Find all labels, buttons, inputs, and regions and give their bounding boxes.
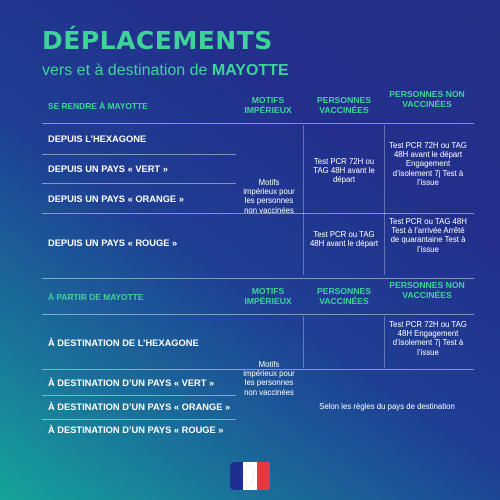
divider (42, 183, 236, 184)
section-heading-departure: À PARTIR DE MAYOTTE (48, 292, 144, 302)
column-header-vaccinees: PERSONNES VACCINÉES (317, 286, 371, 306)
divider (42, 154, 236, 155)
row-label-hexagone: DEPUIS L’HEXAGONE (48, 134, 147, 144)
column-divider (303, 125, 304, 275)
subtitle-prefix: vers et à destination de (42, 62, 208, 79)
non-vaccinees-requirement-top: Test PCR 72H ou TAG 48H avant le départ Engagement d’isolement 7j Test à l’issue (389, 141, 467, 187)
page-title: DÉPLACEMENTS (42, 26, 273, 55)
column-divider (384, 316, 385, 368)
row-label-dest-hexagone: À DESTINATION DE L’HEXAGONE (48, 338, 199, 348)
vaccinees-requirement-bottom: Test PCR ou TAG 48H avant le départ (309, 230, 379, 249)
column-header-motifs: MOTIFS IMPÉRIEUX (244, 95, 292, 115)
vaccinees-requirement-top: Test PCR 72H ou TAG 48H avant le départ (313, 157, 375, 185)
divider (42, 419, 236, 420)
column-header-non-vaccinees: PERSONNES NON VACCINÉES (389, 280, 465, 300)
page-subtitle (42, 62, 289, 80)
divider (42, 123, 474, 124)
motifs-text: Motifs impérieux pour les personnes non vaccinées (243, 360, 295, 397)
row-label-dest-rouge: À DESTINATION D’UN PAYS « ROUGE » (48, 425, 224, 435)
rules-text: Selon les règles du pays de destination (319, 402, 455, 411)
section-divider (42, 278, 474, 279)
row-label-dest-vert: À DESTINATION D’UN PAYS « VERT » (48, 378, 215, 388)
column-header-motifs: MOTIFS IMPÉRIEUX (244, 286, 292, 306)
column-divider (384, 125, 385, 275)
divider (42, 395, 236, 396)
column-divider (303, 316, 304, 368)
section-heading-arrival: SE RENDRE À MAYOTTE (48, 101, 148, 111)
column-header-vaccinees: PERSONNES VACCINÉES (317, 95, 371, 115)
marianne-flag-icon (230, 462, 270, 490)
row-label-rouge: DEPUIS UN PAYS « ROUGE » (48, 238, 178, 248)
column-header-non-vaccinees: PERSONNES NON VACCINÉES (389, 89, 465, 109)
marianne-profile-icon (241, 465, 259, 487)
row-label-dest-orange: À DESTINATION D’UN PAYS « ORANGE » (48, 402, 231, 412)
non-vaccinees-requirement-bottom: Test PCR ou TAG 48H Test à l’arrivée Arrêté de quarantaine Test à l’issue (389, 217, 467, 254)
motifs-text: Motifs impérieux pour les personnes non vaccinées (243, 178, 295, 215)
subtitle-destination: MAYOTTE (211, 62, 289, 79)
divider (42, 314, 474, 315)
non-vaccinees-requirement-dest-hexagone: Test PCR 72H ou TAG 48H Engagement d’isolement 7j Test à l’issue (389, 320, 467, 357)
row-label-orange: DEPUIS UN PAYS « ORANGE » (48, 194, 184, 204)
row-label-vert: DEPUIS UN PAYS « VERT » (48, 164, 168, 174)
